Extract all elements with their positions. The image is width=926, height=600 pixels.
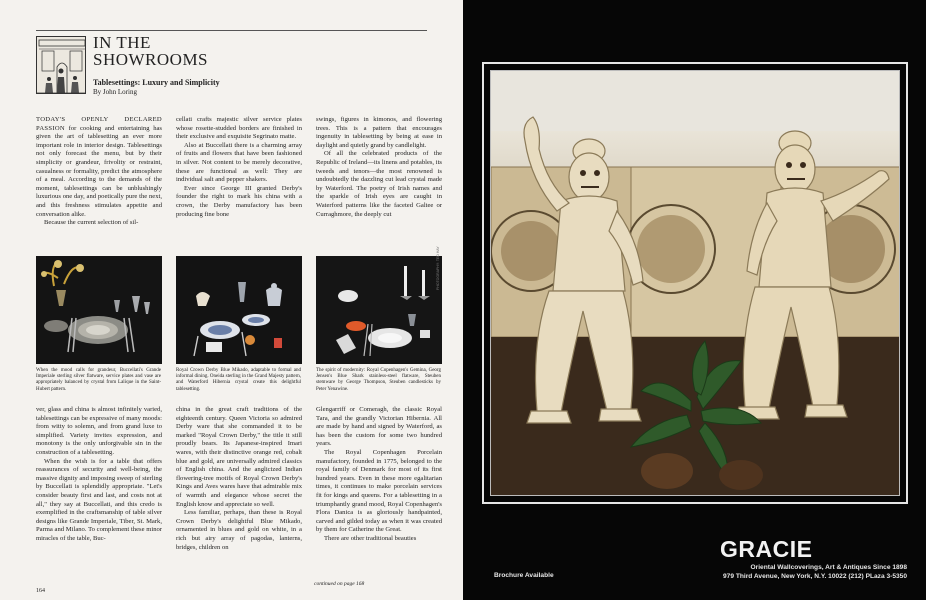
gracie-brand-logo: GRACIE <box>720 536 813 562</box>
article-subhead: Tablesettings: Luxury and Simplicity <box>93 78 220 87</box>
caption-photo-1: When the mood calls for grandeur, Buccellati's Grande Imperiale sterling silver flatware, service plates and vase are appropriately balanced by crystal from Lalique in the Saint-Hubert pattern. <box>36 368 161 392</box>
text-column-2 <box>176 116 302 219</box>
ad-tagline: Oriental Wallcoverings, Art & Antiques Since 1898 <box>750 564 907 571</box>
text-column-4 <box>36 406 162 544</box>
paragraph: swings, figures in kimonos, and flowering trees. This is a pattern that encourages ingenuity in tablesetting by being at ease in daylight and quietly grand by candlelight. <box>316 116 442 149</box>
lead-in: TODAY'S OPENLY DECLARED PASSION <box>36 116 162 132</box>
paragraph: Ever since George III granted Derby's founder the right to mark his china with a crown, the Derby manufactory has been producing fine bone <box>176 184 302 218</box>
text-column-5 <box>176 406 302 552</box>
paragraph: Also at Buccellati there is a charming array of fruits and flowers that have been fashioned in silver. Not content to be merely decorative, these are functional as well: They are individual salt and pepper shakers. <box>176 141 302 184</box>
continued-note: continued on page 168 <box>314 581 365 587</box>
paragraph: Because the current selection of sil- <box>44 219 139 227</box>
paragraph: china in the great craft traditions of the eighteenth century. Queen Victoria so admired Derby ware that she commanded it to be marked "Royal Crown Derby," the title it still proudly bears. Its Japanese-inspired Imari wares, with their distinctive orange red, cobalt blue and gold, are universally admired classics of English china. And the anglicized Indian flowering-tree motifs of Royal Crown Derby's Kings and Aves wares have that admirable mix of warmth and elegance whose secret the English know and appreciate so well. <box>176 406 302 508</box>
caption-photo-3: The spirit of modernity: Royal Copenhagen's Gemina, Georg Jensen's Blue Shark stainless-steel flatware, Steuben stemware by George Thompson, Steuben candlesticks by Peter Yenawine. <box>316 368 441 392</box>
header-rule <box>36 30 427 31</box>
paragraph: for cooking and entertaining has given the art of tablesetting an ever more important role in interior design. Tablesettings not only forecast the menu, but by their simplicity or grandeur, frivolity or restraint, casualness or formality, predict the atmosphere of a meal. According to the demands of the moment, tablesettings can be unblushingly luxurious one day, and poetically pure the next, and this freshness stimulates appetite and conversation alike. <box>36 124 162 218</box>
department-title <box>93 34 208 68</box>
showroom-vignette-illustration <box>36 36 86 94</box>
photo-buccellati-tablesetting <box>36 256 162 364</box>
paragraph: Less familiar, perhaps, than these is Royal Crown Derby's delightful Blue Mikado, ornamented in blues and gold on white, in a rich but airy array of pagodas, lanterns, bridges, children on <box>176 509 302 551</box>
paragraph: Glengarriff or Comeragh, the classic Royal Tara, and the grandly Victorian Hibernia. All are made by hand and signed by Waterford, as has been the custom for some two hundred years. <box>316 406 442 448</box>
paragraph: cellati crafts majestic silver service plates whose rosette-studded borders are finished in their exclusive and exquisite Segrinato matte. <box>176 116 302 141</box>
page-number: 164 <box>36 588 45 594</box>
brochure-available: Brochure Available <box>494 572 554 579</box>
photo-credit: PHOTOGRAPHY: TED HAY <box>436 246 440 290</box>
text-column-6 <box>316 406 442 544</box>
ad-address: 979 Third Avenue, New York, N.Y. 10022 (212) PLaza 3-5350 <box>723 573 907 580</box>
department-title-line1: IN THE <box>93 33 151 52</box>
caption-photo-2: Royal Crown Derby Blue Mikado, adaptable to formal and informal dining. Oneida sterling in the Grand Majesty pattern, and Waterford Hibernia crystal create this delightful tablesetting. <box>176 368 301 392</box>
text-column-3 <box>316 116 442 219</box>
text-column-1 <box>36 116 162 228</box>
paragraph: The Royal Copenhagen Porcelain manufactory, founded in 1775, belonged to the royal family of Denmark for most of its first hundred years. Even in these more egalitarian times, it continues to make porcelain services fit for kings and queens. For a tablesetting in a triumphantly grand mood, Royal Copenhagen's Flora Danica is as gloriously handpainted, carved and gilded today as when it was created by them for Catherine the Great. <box>316 448 442 534</box>
storefront-icon <box>37 37 86 94</box>
paragraph: ver, glass and china is almost infinitely varied, tablesettings can be expressive of many moods: from witty to solemn, and from grand luxe to simplified. Variety invites expression, and monotony is the only unforgivable sin in the construction of a tablesetting. <box>36 406 162 456</box>
paragraph: When the wish is for a table that offers reassurances of security and well-being, the massive dignity and imposing sweep of sterling by Buccellati is splendidly appropriate. "Let's consider beauty first and last, and costs not at all," they say at Buccellati, and this credo is exemplified in the craftsmanship of table silver designs like Grande Imperiale, Tiber, St. Mark, Parma and Milano. To complement these minor miracles of the table, Buc- <box>36 457 162 542</box>
paragraph: Of all the celebrated products of the Republic of Ireland—its linens and potables, its tweeds and tenors—the most renowned is undoubtedly the dazzling cut lead crystal made by Waterford. The poetry of Irish names and the sparkle of Irish eyes are caught in Waterford patterns like the faceted Galtee or Curraghmore, the deeply cut <box>316 150 442 218</box>
photo-royal-crown-derby-tablesetting <box>176 256 302 364</box>
ad-photo-guardian-figures <box>490 70 900 496</box>
paragraph: There are other traditional beauties <box>324 534 417 542</box>
department-title-line2: SHOWROOMS <box>93 50 209 69</box>
article-byline: By John Loring <box>93 88 137 96</box>
photo-royal-copenhagen-tablesetting <box>316 256 442 364</box>
